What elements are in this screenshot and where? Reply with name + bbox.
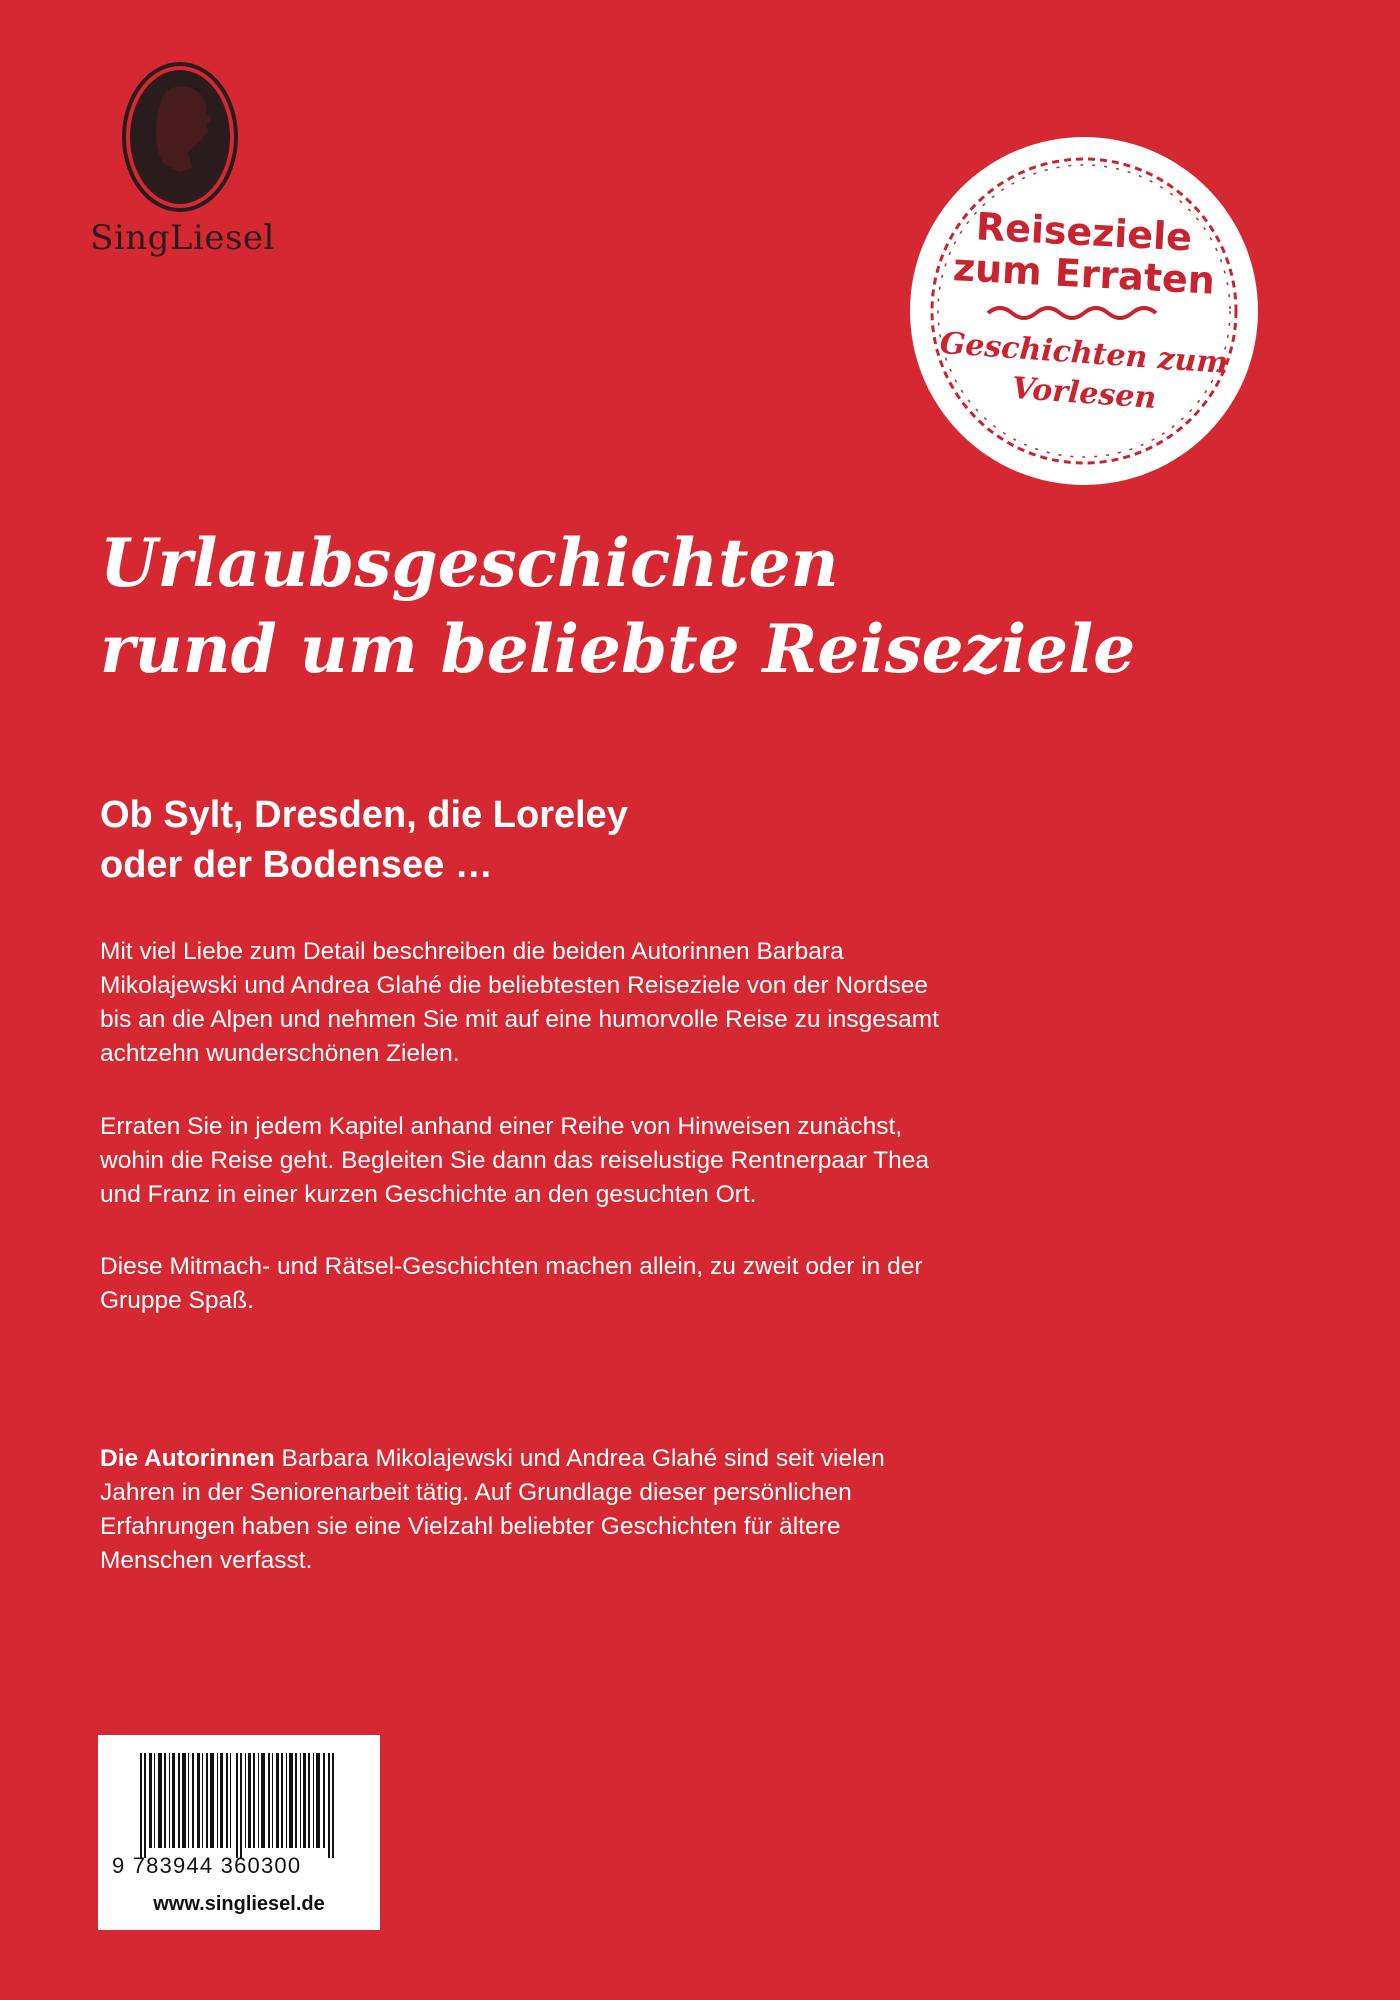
- series-badge: [908, 135, 1260, 487]
- publisher-logo: [90, 60, 280, 270]
- silhouette-icon: [120, 60, 240, 215]
- badge-title-line1: Reiseziele: [974, 204, 1194, 260]
- description-paragraph-3: Diese Mitmach- und Rätsel-Geschichten machen allein, zu zweit oder in der Gruppe Spaß.: [100, 1253, 923, 1314]
- subheading-line1: Ob Sylt, Dresden, die Loreley: [100, 794, 628, 836]
- description-paragraph-2: Erraten Sie in jedem Kapitel anhand einer Reihe von Hinweisen zunächst, wohin die Reise geht. Begleiten Sie dann das reiselustige Rentnerpaar Thea und Franz in einer kurzen Geschichte an den gesuchten Ort.: [100, 1113, 930, 1208]
- description-paragraph-1: Mit viel Liebe zum Detail beschreiben die beiden Autorinnen Barbara Mikolajewski und Andrea Glahé die beliebtesten Reiseziele von der Nordsee bis an die Alpen und nehmen Sie mit auf eine humorvolle Reise zu insgesamt achtzehn wunderschönen Zielen.: [100, 938, 939, 1067]
- badge-title-line2: zum Erraten: [951, 245, 1217, 303]
- badge-subtitle-line2: Vorlesen: [1010, 370, 1158, 417]
- barcode-panel: [98, 1735, 380, 1930]
- website-url[interactable]: www.singliesel.de: [153, 1893, 325, 1915]
- barcode-icon: [140, 1753, 340, 1858]
- badge-subtitle-line1: Geschichten zum: [938, 325, 1230, 382]
- headline-line2: rund um beliebte Reiseziele: [100, 610, 1136, 688]
- headline: [100, 520, 1250, 692]
- isbn-number: 9 783944 360300: [112, 1853, 302, 1878]
- authors-label: Die Autorinnen: [100, 1445, 275, 1472]
- headline-line1: Urlaubsgeschichten: [100, 524, 839, 602]
- authors-text: Barbara Mikolajewski und Andrea Glahé sind seit vielen Jahren in der Seniorenarbeit tätig. Auf Grundlage dieser persönlichen Erfahrungen haben sie eine Vielzahl beliebter Geschichten für ältere Menschen verfasst.: [100, 1445, 885, 1574]
- subheading: [100, 790, 1000, 890]
- logo-wordmark: SingLiesel: [90, 218, 275, 258]
- badge-circle-icon: [908, 135, 1260, 487]
- subheading-line2: oder der Bodensee …: [100, 844, 493, 886]
- authors-paragraph: [100, 1442, 960, 1578]
